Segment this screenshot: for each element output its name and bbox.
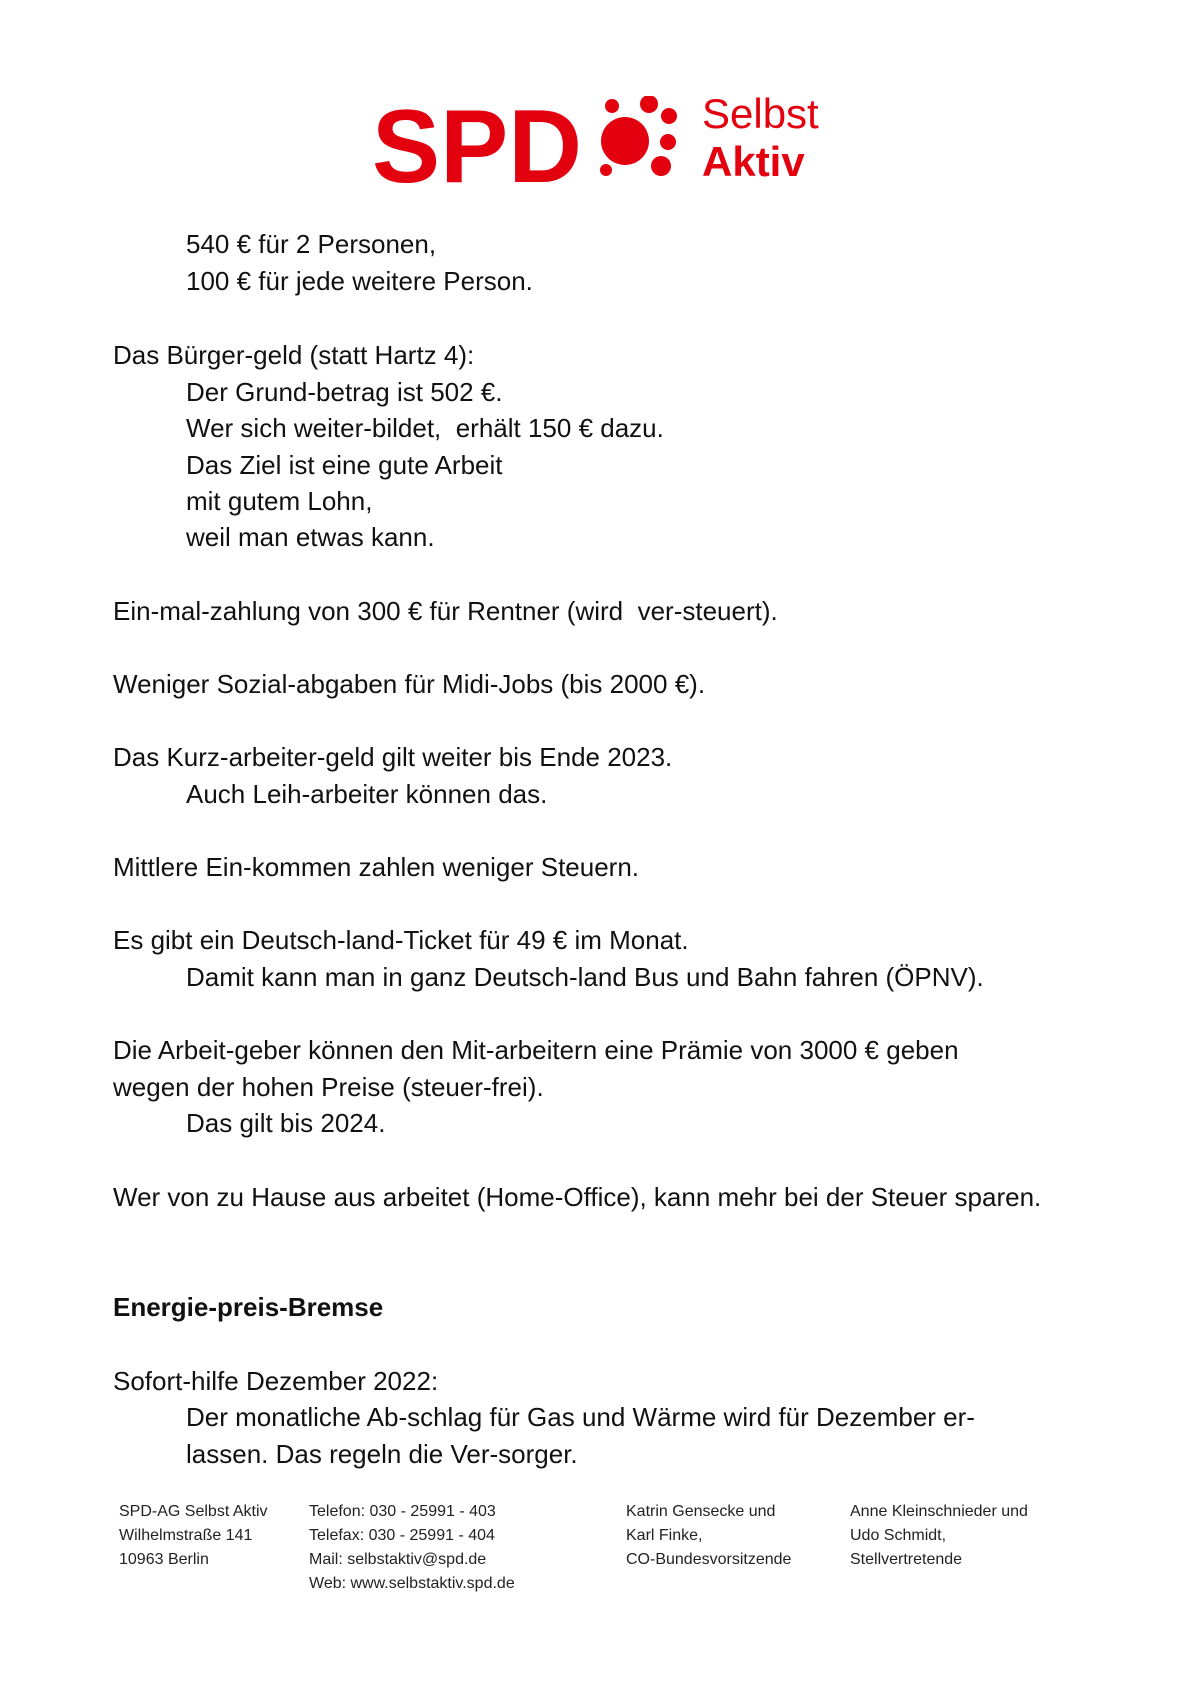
footer-line: Anne Kleinschnieder und [850, 1503, 1028, 1520]
footer-address [119, 1500, 268, 1572]
text-line: Der monatliche Ab-schlag für Gas und Wärme wird für Dezember er- [186, 1402, 975, 1432]
logo-brand: SPD [372, 96, 582, 196]
text-line: Weniger Sozial-abgaben für Midi-Jobs (bis 2000 €). [113, 669, 706, 699]
text-line: Das gilt bis 2024. [186, 1108, 386, 1138]
footer-line: Telefon: 030 - 25991 - 403 [309, 1503, 496, 1520]
text-line: Auch Leih-arbeiter können das. [186, 779, 548, 809]
footer-line: Telefax: 030 - 25991 - 404 [309, 1527, 495, 1544]
text-line: Es gibt ein Deutsch-land-Ticket für 49 € im Monat. [113, 925, 689, 955]
text-line: 100 € für jede weitere Person. [186, 266, 533, 296]
text-line: weil man etwas kann. [186, 522, 435, 552]
text-line: lassen. Das regeln die Ver-sorger. [186, 1439, 578, 1469]
logo-line1: Selbst [702, 96, 819, 137]
text-line: Ein-mal-zahlung von 300 € für Rentner (wird ver-steuert). [113, 596, 778, 626]
footer-line: Web: www.selbstaktiv.spd.de [309, 1575, 515, 1592]
text-line: wegen der hohen Preise (steuer-frei). [113, 1072, 544, 1102]
text-line: mit gutem Lohn, [186, 486, 373, 516]
text-line: Sofort-hilfe Dezember 2022: [113, 1366, 439, 1396]
text-line: Wer von zu Hause aus arbeitet (Home-Office), kann mehr bei der Steuer sparen. [113, 1182, 1042, 1212]
footer-chairs [626, 1500, 791, 1572]
footer-contact [309, 1500, 515, 1596]
logo-line2: Aktiv [702, 138, 805, 185]
footer-line: Stellvertretende [850, 1551, 963, 1568]
text-line: Das Ziel ist eine gute Arbeit [186, 450, 503, 480]
footer-line: 10963 Berlin [119, 1551, 209, 1568]
section-heading: Energie-preis-Bremse [113, 1292, 384, 1322]
footer-line: Udo Schmidt, [850, 1527, 947, 1544]
spd-selbst-aktiv-logo [372, 96, 832, 196]
text-line: 540 € für 2 Personen, [186, 229, 437, 259]
text-line: Das Bürger-geld (statt Hartz 4): [113, 340, 475, 370]
text-line: Die Arbeit-geber können den Mit-arbeitern eine Prämie von 3000 € geben [113, 1035, 959, 1065]
footer-deputies [850, 1500, 1028, 1572]
footer-line: Mail: selbstaktiv@spd.de [309, 1551, 487, 1568]
text-line: Damit kann man in ganz Deutsch-land Bus und Bahn fahren (ÖPNV). [186, 962, 984, 992]
footer-line: CO-Bundesvorsitzende [626, 1551, 792, 1568]
footer-line: Karl Finke, [626, 1527, 703, 1544]
footer-line: Katrin Gensecke und [626, 1503, 776, 1520]
footer-line: Wilhelmstraße 141 [119, 1527, 253, 1544]
text-line: Wer sich weiter-bildet, erhält 150 € dazu. [186, 413, 664, 443]
footer-line: SPD-AG Selbst Aktiv [119, 1503, 268, 1520]
text-line: Das Kurz-arbeiter-geld gilt weiter bis Ende 2023. [113, 742, 673, 772]
text-line: Mittlere Ein-kommen zahlen weniger Steuern. [113, 852, 640, 882]
logo-dots-icon [600, 96, 677, 176]
text-line: Der Grund-betrag ist 502 €. [186, 377, 503, 407]
